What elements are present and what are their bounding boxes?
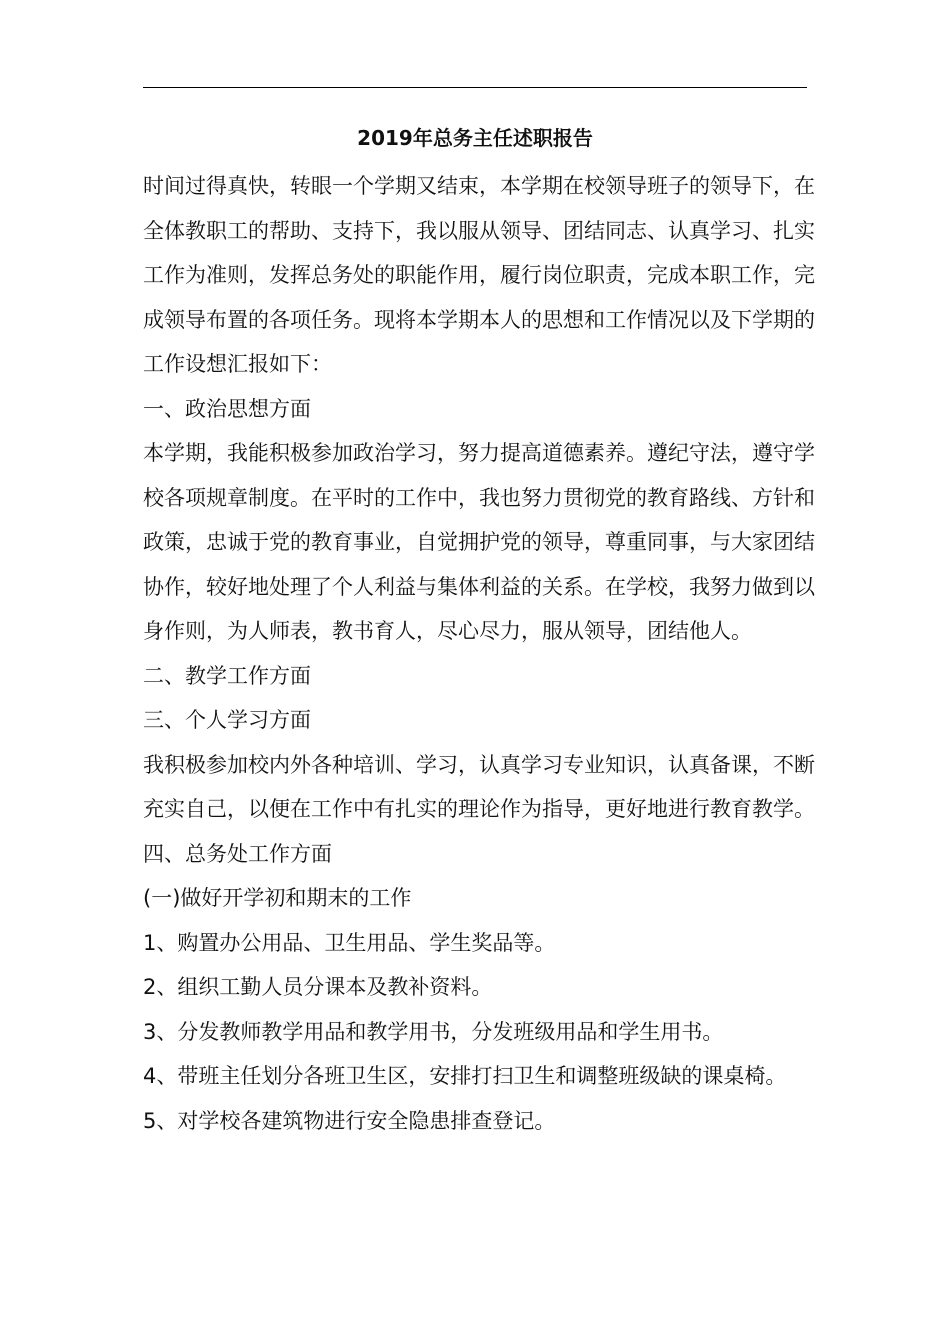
subsection-heading-semester-work: (一)做好开学初和期末的工作 — [143, 886, 412, 910]
header-rule — [143, 87, 807, 88]
section-heading-general-affairs: 四、总务处工作方面 — [143, 841, 332, 866]
intro-paragraph: 时间过得真快，转眼一个学期又结束，本学期在校领导班子的领导下，在全体教职工的帮助、支持下，我以服从领导、团结同志、认真学习、扎实工作为准则，发挥总务处的职能作用，履行岗位职责，完成本职工作，完成领导布置的各项任务。现将本学期本人的思想和工作情况以及下学期的工作设想汇报如下： — [143, 174, 815, 376]
list-item: 1、购置办公用品、卫生用品、学生奖品等。 — [143, 930, 556, 955]
politics-paragraph: 本学期，我能积极参加政治学习，努力提高道德素养。遵纪守法，遵守学校各项规章制度。在平时的工作中，我也努力贯彻党的教育路线、方针和政策，忠诚于党的教育事业，自觉拥护党的领导，尊重同事，与大家团结协作，较好地处理了个人利益与集体利益的关系。在学校，我努力做到以身作则，为人师表，教书育人，尽心尽力，服从领导，团结他人。 — [143, 441, 815, 643]
section-heading-politics: 一、政治思想方面 — [143, 396, 311, 421]
section-heading-study: 三、个人学习方面 — [143, 708, 311, 732]
list-item: 5、对学校各建筑物进行安全隐患排查登记。 — [143, 1108, 556, 1133]
list-item: 4、带班主任划分各班卫生区，安排打扫卫生和调整班级缺的课桌椅。 — [143, 1064, 787, 1088]
list-item: 3、分发教师教学用品和教学用书，分发班级用品和学生用书。 — [143, 1019, 724, 1044]
list-item: 2、组织工勤人员分课本及教补资料。 — [143, 975, 493, 999]
document-title: 2019年总务主任述职报告 — [357, 126, 593, 150]
section-heading-teaching: 二、教学工作方面 — [143, 663, 311, 688]
document-body — [143, 164, 815, 1143]
study-paragraph: 我积极参加校内外各种培训、学习，认真学习专业知识，认真备课，不断充实自己，以便在工作中有扎实的理论作为指导，更好地进行教育教学。 — [143, 752, 815, 821]
